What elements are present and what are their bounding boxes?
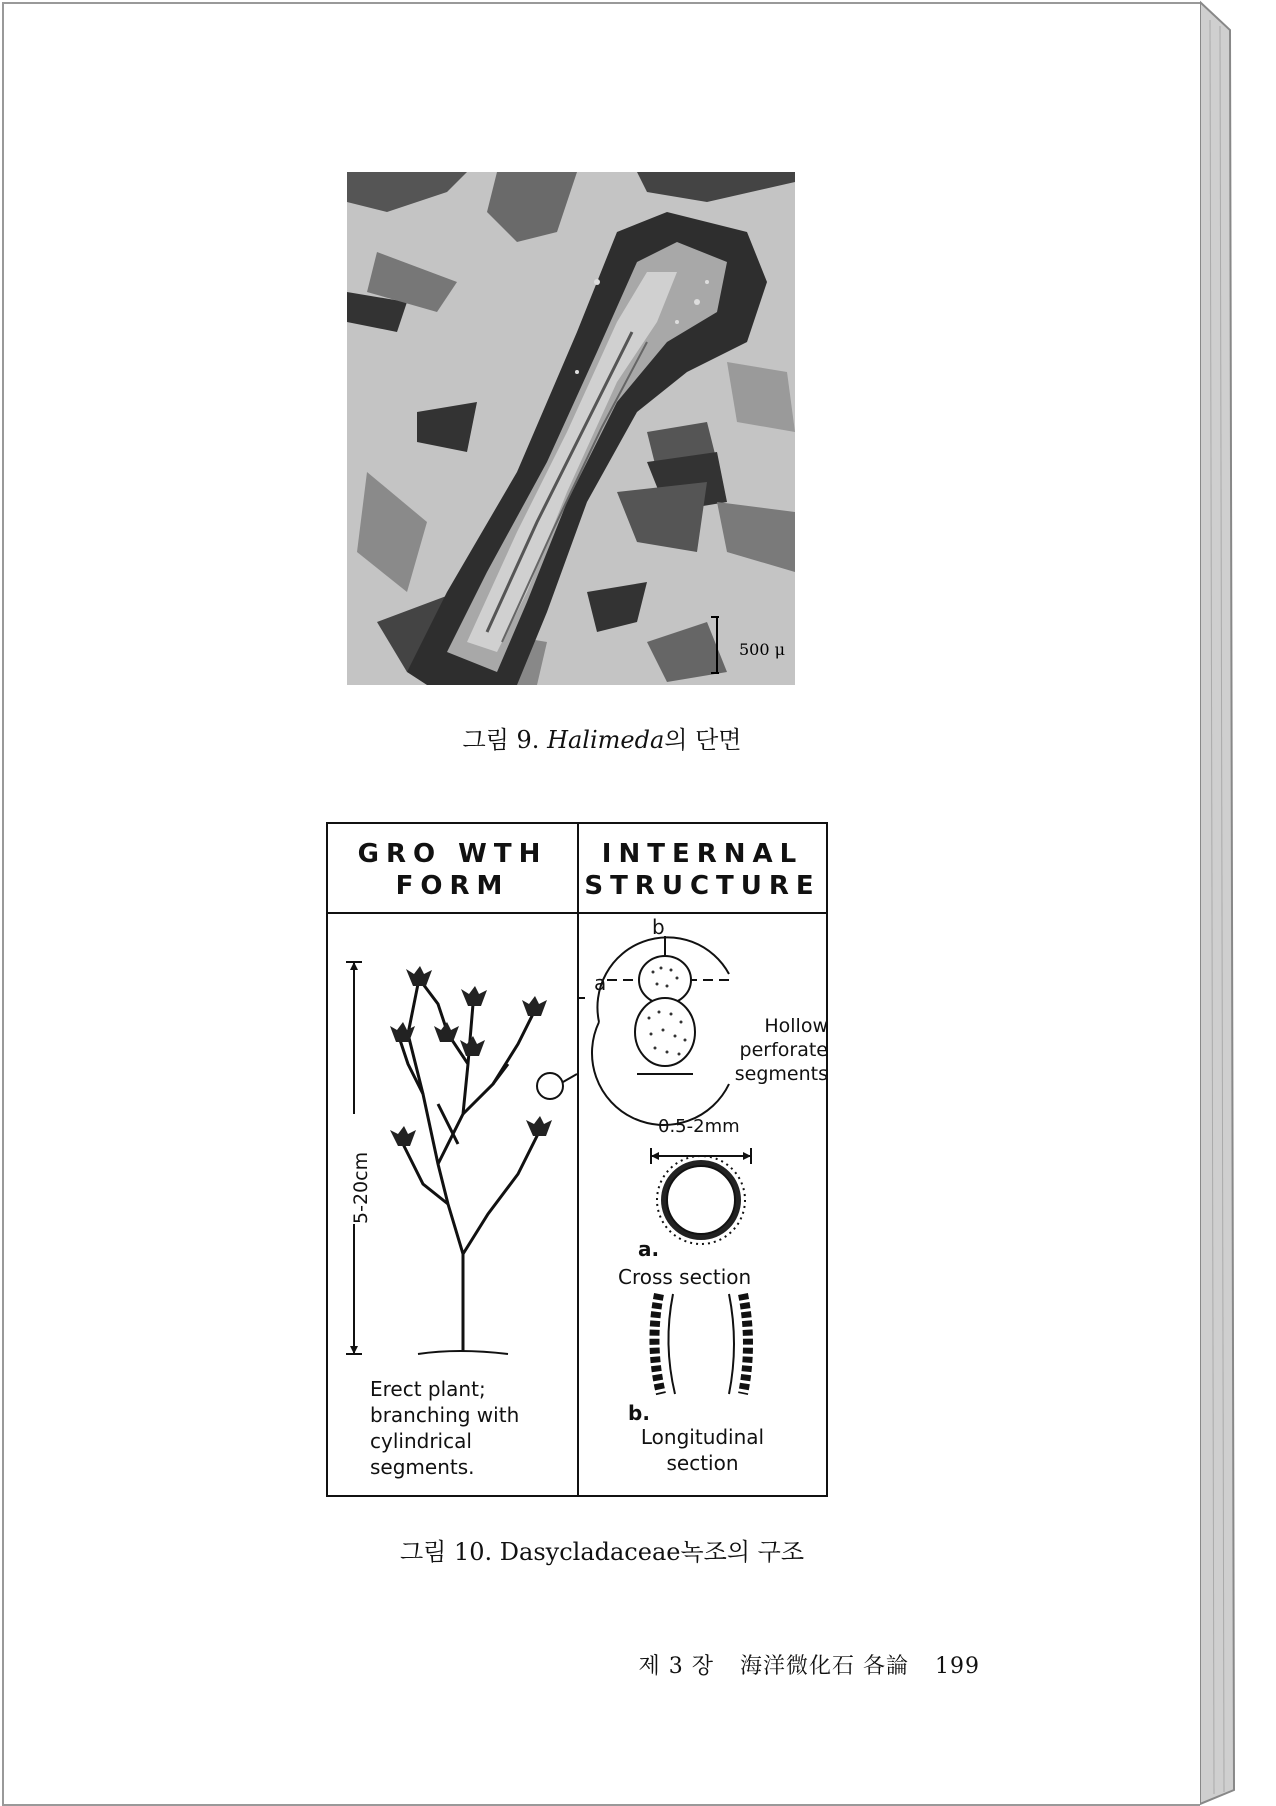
size-label: 0.5-2mm: [658, 1116, 740, 1137]
halimeda-micrograph: [347, 172, 795, 685]
figure9-caption: [4, 720, 1200, 755]
figure9-caption-suffix: 의 단면: [664, 726, 742, 754]
halimeda-photo: [347, 172, 795, 685]
figure9-caption-genus: Halimeda: [547, 726, 665, 754]
longitudinal-letter: b.: [628, 1401, 650, 1425]
structure-drawing: [579, 914, 826, 1414]
figure9-caption-prefix: 그림 9.: [462, 726, 540, 754]
figure10-caption: 그림 10. Dasycladaceae녹조의 구조: [399, 1538, 805, 1566]
page-footer: [621, 1649, 981, 1680]
growth-form-header: [328, 838, 577, 902]
internal-structure-header: [579, 838, 826, 902]
growth-description: Erect plant; branching with cylindrical segments.: [370, 1377, 520, 1479]
internal-structure-header-text: INTERNAL STRUCTURE: [584, 839, 821, 901]
label-a: a: [594, 971, 607, 995]
book-page: [2, 2, 1200, 1806]
page-number: 199: [935, 1654, 980, 1679]
page-edge: [1200, 0, 1236, 1806]
hollow-perforate-label: Hollow perforate segments: [734, 1015, 828, 1085]
plant-drawing: [328, 914, 577, 1364]
growth-form-header-text: GRO WTH FORM: [357, 839, 548, 901]
scale-label: 500 μ: [738, 640, 785, 659]
label-b: b: [652, 915, 665, 939]
cross-section-label: Cross section: [618, 1265, 752, 1289]
longitudinal-label: Longitudinal section: [640, 1425, 765, 1475]
height-label: 5-20cm: [350, 1151, 372, 1224]
dasycladaceae-diagram: [326, 822, 828, 1497]
cross-section-letter: a.: [638, 1237, 660, 1261]
chapter-label: 제 3 장: [638, 1654, 714, 1679]
chapter-title: 海洋微化石 各論: [740, 1654, 909, 1679]
